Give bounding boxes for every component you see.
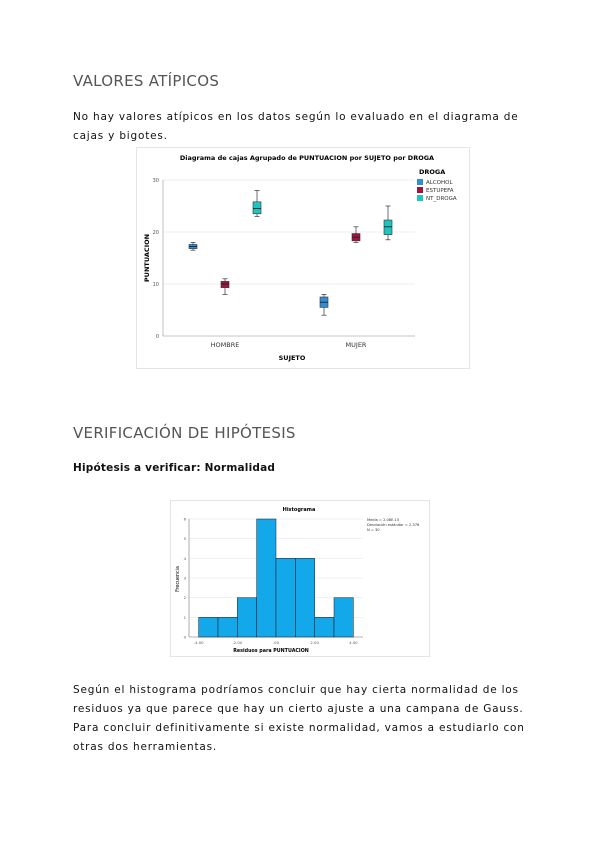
histogram-bar <box>295 558 314 637</box>
histogram-x-tick: 2.00 <box>310 640 319 645</box>
histogram-x-tick: 4.00 <box>349 640 358 645</box>
boxplot-title: Diagrama de cajas Agrupado de PUNTUACION por SUJETO por DROGA <box>179 154 435 162</box>
boxplot-x-tick-mujer: MUJER <box>345 341 367 349</box>
boxplot-legend-title: DROGA <box>419 168 446 176</box>
histogram-x-tick: -2.00 <box>232 640 243 645</box>
legend-swatch-estupefa <box>417 187 423 193</box>
histogram-bar <box>199 617 218 637</box>
section-heading-hypothesis: VERIFICACIÓN DE HIPÓTESIS <box>73 424 296 442</box>
box-body <box>253 202 261 214</box>
boxplot-y-label: PUNTUACION <box>143 233 151 283</box>
histogram-y-tick: 1 <box>183 614 186 620</box>
histogram-x-label: Residuos para PUNTUACION <box>233 649 309 654</box>
histogram-y-tick: 0 <box>183 634 186 640</box>
histogram-y-tick: 6 <box>183 516 186 522</box>
boxplot-y-tick: 30 <box>152 178 159 184</box>
histogram-y-tick: 2 <box>183 595 186 601</box>
histogram-y-tick: 4 <box>183 555 186 561</box>
hypothesis-subheading: Hipótesis a verificar: Normalidad <box>73 462 276 474</box>
histogram-bar <box>237 598 256 637</box>
box-body <box>384 220 392 235</box>
legend-label-nt-droga: NT_DROGA <box>426 196 457 202</box>
histogram-title: Histograma <box>282 507 316 513</box>
legend-label-estupefa: ESTUPEFA <box>426 188 454 194</box>
histogram-figure <box>170 500 430 657</box>
box-body <box>221 281 229 287</box>
section-heading-outliers: VALORES ATÍPICOS <box>73 72 220 90</box>
histogram-bar <box>276 558 295 637</box>
histogram-stat-sd: Desviación estándar = 2.376 <box>367 523 420 527</box>
boxplot-y-tick: 10 <box>152 282 159 288</box>
histogram-stat-n: N = 30 <box>367 528 380 532</box>
histogram-y-tick: 5 <box>183 536 186 542</box>
histogram-bar <box>315 617 334 637</box>
histogram-y-tick: 3 <box>183 575 186 581</box>
histogram-stat-mean: Media = 2.08E-15 <box>367 518 400 522</box>
legend-swatch-nt-droga <box>417 195 423 201</box>
histogram-x-tick: .00 <box>272 640 280 645</box>
histogram-bar <box>218 617 237 637</box>
histogram-y-label: Frecuencia <box>176 566 181 592</box>
boxplot-legend <box>417 179 457 202</box>
histogram-chart <box>171 501 429 656</box>
outliers-paragraph: No hay valores atípicos en los datos según lo evaluado en el diagrama de cajas y bigotes. <box>73 111 519 142</box>
histogram-x-tick: -4.00 <box>193 640 204 645</box>
boxplot-y-tick: 0 <box>155 334 159 340</box>
histogram-bar <box>257 519 276 637</box>
boxplot-figure <box>136 147 470 369</box>
legend-label-alcohol: ALCOHOL <box>426 180 453 186</box>
normality-paragraph: Según el histograma podríamos concluir que hay cierta normalidad de los residuos ya que parece que hay un cierto ajuste a una campana de Gauss. Para concluir definitivamente si existe normalidad, vamos a estudiarlo con otras dos herramientas. <box>73 684 525 753</box>
legend-swatch-alcohol <box>417 179 423 185</box>
histogram-bar <box>334 598 353 637</box>
boxplot-x-tick-hombre: HOMBRE <box>210 341 240 349</box>
boxplot-y-tick: 20 <box>152 230 159 236</box>
boxplot-chart <box>137 148 469 368</box>
boxplot-x-label: SUJETO <box>278 354 306 362</box>
